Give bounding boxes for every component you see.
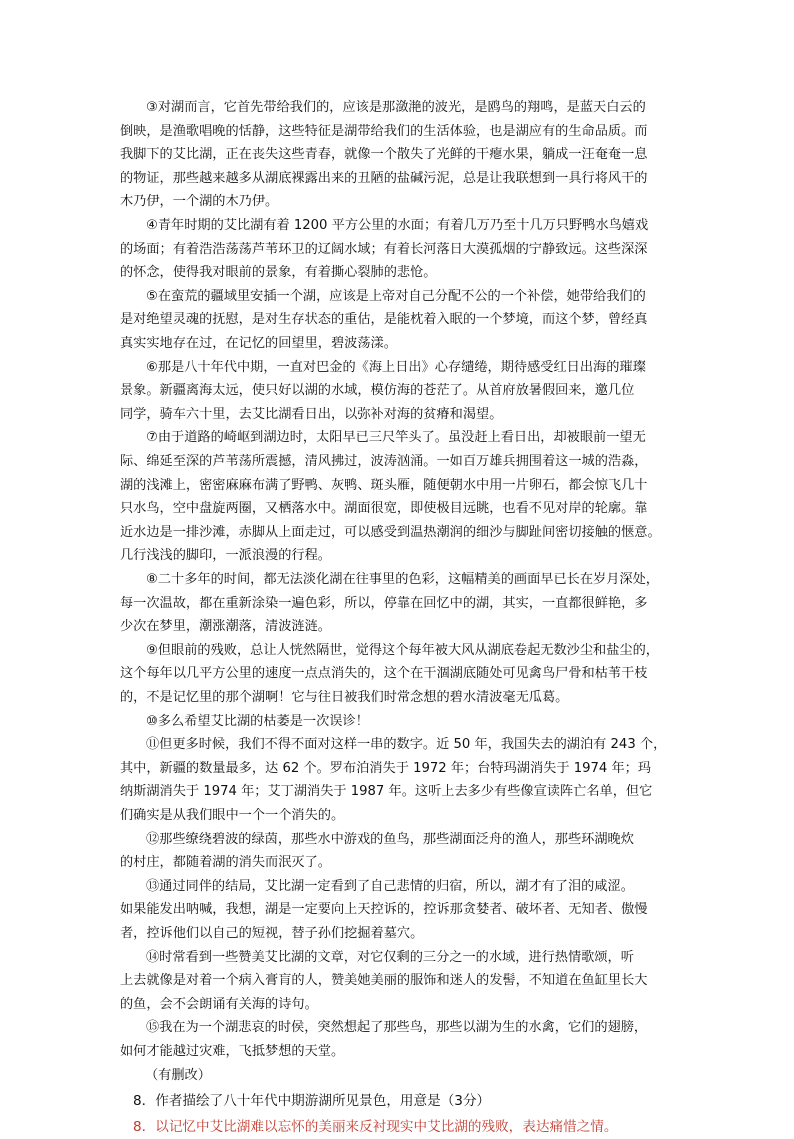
- paragraph-p7: [120, 426, 676, 568]
- paragraph-line: 者，控诉他们以自己的短视，替子孙们挖掘着墓穴。: [120, 925, 424, 941]
- paragraph-line: 的村庄，都随着湖的消失而泯灭了。: [120, 855, 331, 871]
- paragraph-line: ⑥那是八十年代中期，一直对巴金的《海上日出》心存缱绻，期待感受红日出海的璀璨: [146, 359, 646, 375]
- paragraph-line: 木乃伊，一个湖的木乃伊。: [120, 194, 279, 210]
- paragraph-p4: [120, 214, 676, 285]
- paragraph-line: 际、绵延至深的芦苇荡所震撼，清风拂过，波涛汹涌。一如百万雄兵拥围着这一城的浩淼，: [120, 453, 648, 469]
- paragraph-line: ⑧二十多年的时间，都无法淡化湖在往事里的色彩，这幅精美的画面早已长在岁月深处，: [146, 572, 659, 587]
- paragraph-p8: [120, 568, 676, 639]
- paragraph-line: 每一次温故，都在重新涂染一遍色彩，所以，停靠在回忆中的湖，其实，一直都很鲜艳，多: [120, 595, 648, 611]
- paragraph-line: 其中，新疆的数量最多，达 62 个。罗布泊消失于 1972 年；台特玛湖消失于 1974 年；玛: [120, 760, 652, 776]
- source-note: （有删改）: [145, 1067, 211, 1083]
- paragraph-line: 景象。新疆离海太远，使只好以湖的水域，模仿海的苍茫了。从首府放暑假回来，邀几位: [120, 383, 635, 399]
- paragraph-line: 只水鸟，空中盘旋两圈，又栖落水中。湖面很宽，即使极目远眺，也看不见对岸的轮廓。靠: [120, 501, 648, 517]
- paragraph-line: ⑮我在为一个湖悲哀的时侯，突然想起了那些鸟，那些以湖为生的水禽，它们的翅膀，: [146, 1020, 648, 1036]
- paragraph-line: ⑤在蛮荒的疆域里安插一个湖，应该是上帝对自己分配不公的一个补偿，她带给我们的: [146, 288, 646, 304]
- paragraph-line: ③对湖而言，它首先带给我们的，应该是那潋滟的波光，是鸥鸟的翔鸣，是蓝天白云的: [146, 100, 646, 115]
- paragraph-line: 同学，骑车六十里，去艾比湖看日出，以弥补对海的贫瘠和渴望。: [120, 406, 503, 422]
- paragraph-line: 湖的浅滩上，密密麻麻布满了野鸭、灰鸭、斑头雁，随便朝水中用一片卵石，都会惊飞几十: [120, 477, 648, 493]
- paragraph-p9: [120, 639, 676, 710]
- paragraph-line: ⑦由于道路的崎岖到湖边时，太阳早已三尺竿头了。虽没赶上看日出，却被眼前一望无: [146, 430, 646, 446]
- paragraph-line: 的鱼，会不会朗诵有关海的诗句。: [120, 996, 318, 1012]
- paragraph-line: 的物证，那些越来越多从湖底裸露出来的丑陋的盐碱污泥，总是让我联想到一具行将风干的: [120, 170, 648, 186]
- paragraph-line: 近水边是一排沙滩，赤脚从上面走过，可以感受到温热潮润的细沙与脚趾间密切接触的惬意。: [120, 524, 661, 540]
- paragraph-p13: [120, 875, 676, 946]
- paragraph-line: ⑩多么希望艾比湖的枯萎是一次误诊！: [146, 713, 369, 729]
- paragraph-line: ④青年时期的艾比湖有着 1200 平方公里的水面；有着几万乃至十几万只野鸭水鸟嬉戏: [146, 218, 649, 233]
- paragraph-line: ⑬通过同伴的结局，艾比湖一定看到了自己悲情的归宿，所以，湖才有了泪的咸涩。: [146, 878, 634, 894]
- paragraph-line: 们确实是从我们眼中一个一个消失的。: [120, 807, 345, 823]
- paragraph-line: 纳斯湖消失于 1974 年；艾丁湖消失于 1987 年。这听上去多少有些像宣读阵亡名单，但它: [120, 784, 653, 800]
- paragraph-p15: [120, 1016, 676, 1063]
- paragraph-line: 上去就像是对着一个病入膏肓的人，赞美她美丽的服饰和迷人的发髻，不知道在鱼缸里长大: [120, 973, 648, 989]
- paragraph-line: 真实实地存在过，在记忆的回望里，碧波荡漾。: [120, 335, 397, 351]
- paragraph-p14: [120, 946, 676, 1017]
- paragraph-line: ⑫那些缭绕碧波的绿茵，那些水中游戏的鱼鸟，那些湖面泛舟的渔人，那些环湖晚炊: [146, 831, 634, 847]
- paragraph-line: 少次在梦里，潮涨潮落，清波涟涟。: [120, 619, 331, 635]
- paragraph-line: 如果能发出呐喊，我想，湖是一定要向上天控诉的，控诉那贪婪者、破坏者、无知者、傲慢: [120, 902, 648, 918]
- paragraph-line: 我脚下的艾比湖，正在丧失这些青春，就像一个散失了光鲜的干瘪水果，躺成一汪奄奄一息: [120, 147, 648, 163]
- paragraph-line: 倒映，是渔歌唱晚的恬静，这些特征是湖带给我们的生活体验，也是湖应有的生命品质。而: [120, 123, 648, 139]
- paragraph-line: ⑭时常看到一些赞美艾比湖的文章，对它仅剩的三分之一的水域，进行热情歌颂，听: [146, 949, 634, 965]
- paragraph-line: 的场面；有着浩浩荡荡芦苇环卫的辽阔水域；有着长河落日大漠孤烟的宁静致远。这些深深: [120, 241, 648, 257]
- paragraph-line: 的，不是记忆里的那个湖啊！它与往日被我们时常念想的碧水清波毫无瓜葛。: [120, 689, 569, 705]
- paragraph-line: 如何才能越过灾难，飞抵梦想的天堂。: [120, 1043, 345, 1059]
- paragraph-p11: [120, 733, 676, 827]
- paragraph-line: 的怀念，使得我对眼前的景象，有着撕心裂肺的悲怆。: [120, 265, 437, 281]
- paragraph-p12: [120, 828, 676, 875]
- question-8: 8．作者描绘了八十年代中期游湖所见景色，用意是（3分）: [133, 1093, 491, 1110]
- paragraph-p10: [120, 710, 676, 734]
- answer-8: 8．以记忆中艾比湖难以忘怀的美丽来反衬现实中艾比湖的残败，表达痛惜之情。: [133, 1119, 618, 1136]
- paragraph-p5: [120, 285, 676, 356]
- paragraph-line: 是对绝望灵魂的抚慰，是对生存状态的重估，是能枕着入眠的一个梦境，而这个梦，曾经真: [120, 312, 648, 328]
- paragraph-line: ⑪但更多时候，我们不得不面对这样一串的数字。近 50 年，我国失去的湖泊有 243 个，: [146, 737, 667, 753]
- paragraph-line: 这个每年以几平方公里的速度一点点消失的，这个在干涸湖底随处可见禽鸟尸骨和枯苇干枝: [120, 666, 648, 682]
- paragraph-p6: [120, 356, 676, 427]
- paragraph-line: 几行浅浅的脚印，一派浪漫的行程。: [120, 548, 331, 564]
- paragraph-p3: [120, 96, 676, 214]
- paragraph-line: ⑨但眼前的残败，总让人恍然隔世，觉得这个每年被大风从湖底卷起无数沙尘和盐尘的，: [146, 642, 659, 658]
